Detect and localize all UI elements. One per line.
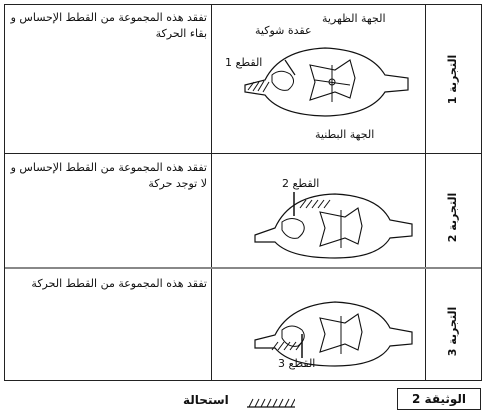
row-2-label: التجربة 2 [446,192,460,242]
cut-1-label: القطع 1 [225,56,263,69]
spinal-ganglion [282,219,304,239]
column-divider-right [425,5,426,380]
spinal-cord-figure-1 [240,30,420,120]
column-divider-left [211,5,212,380]
cut-2-label: القطع 2 [282,177,320,190]
row-divider-1 [5,153,481,154]
dorsal-side-label: الجهة الظهرية [322,12,386,25]
row-3-description: تفقد هذه المجموعة من القطط الحركة [31,277,207,290]
row-1-description: تفقد هذه المجموعة من القطط الإحساس و بقاء الحركة [10,11,207,40]
row-2-description: تفقد هذه المجموعة من القطط الإحساس و لا توجد حركة [10,161,207,190]
cut-1-degeneration [248,81,269,92]
document-title: الوثيقة 2 [397,388,481,410]
spinal-cord-figure-3 [250,290,420,370]
ventral-side-label: الجهة البطنية [315,128,375,141]
spinal-ganglion [272,71,294,90]
spinal-cord-outline [255,194,412,258]
degeneration-hatch-icon [247,397,295,409]
cut-2-degeneration [300,200,330,208]
row-1-label: التجربة 1 [446,54,460,104]
row-divider-2 [5,267,481,269]
cut-3-label: القطع 3 [278,357,316,370]
legend-label: استحالة [183,393,229,407]
spinal-ganglion-label: عقدة شوكية [255,24,312,37]
row-3-label: التجربة 3 [446,306,460,356]
spinal-cord-figure-2 [250,180,420,260]
